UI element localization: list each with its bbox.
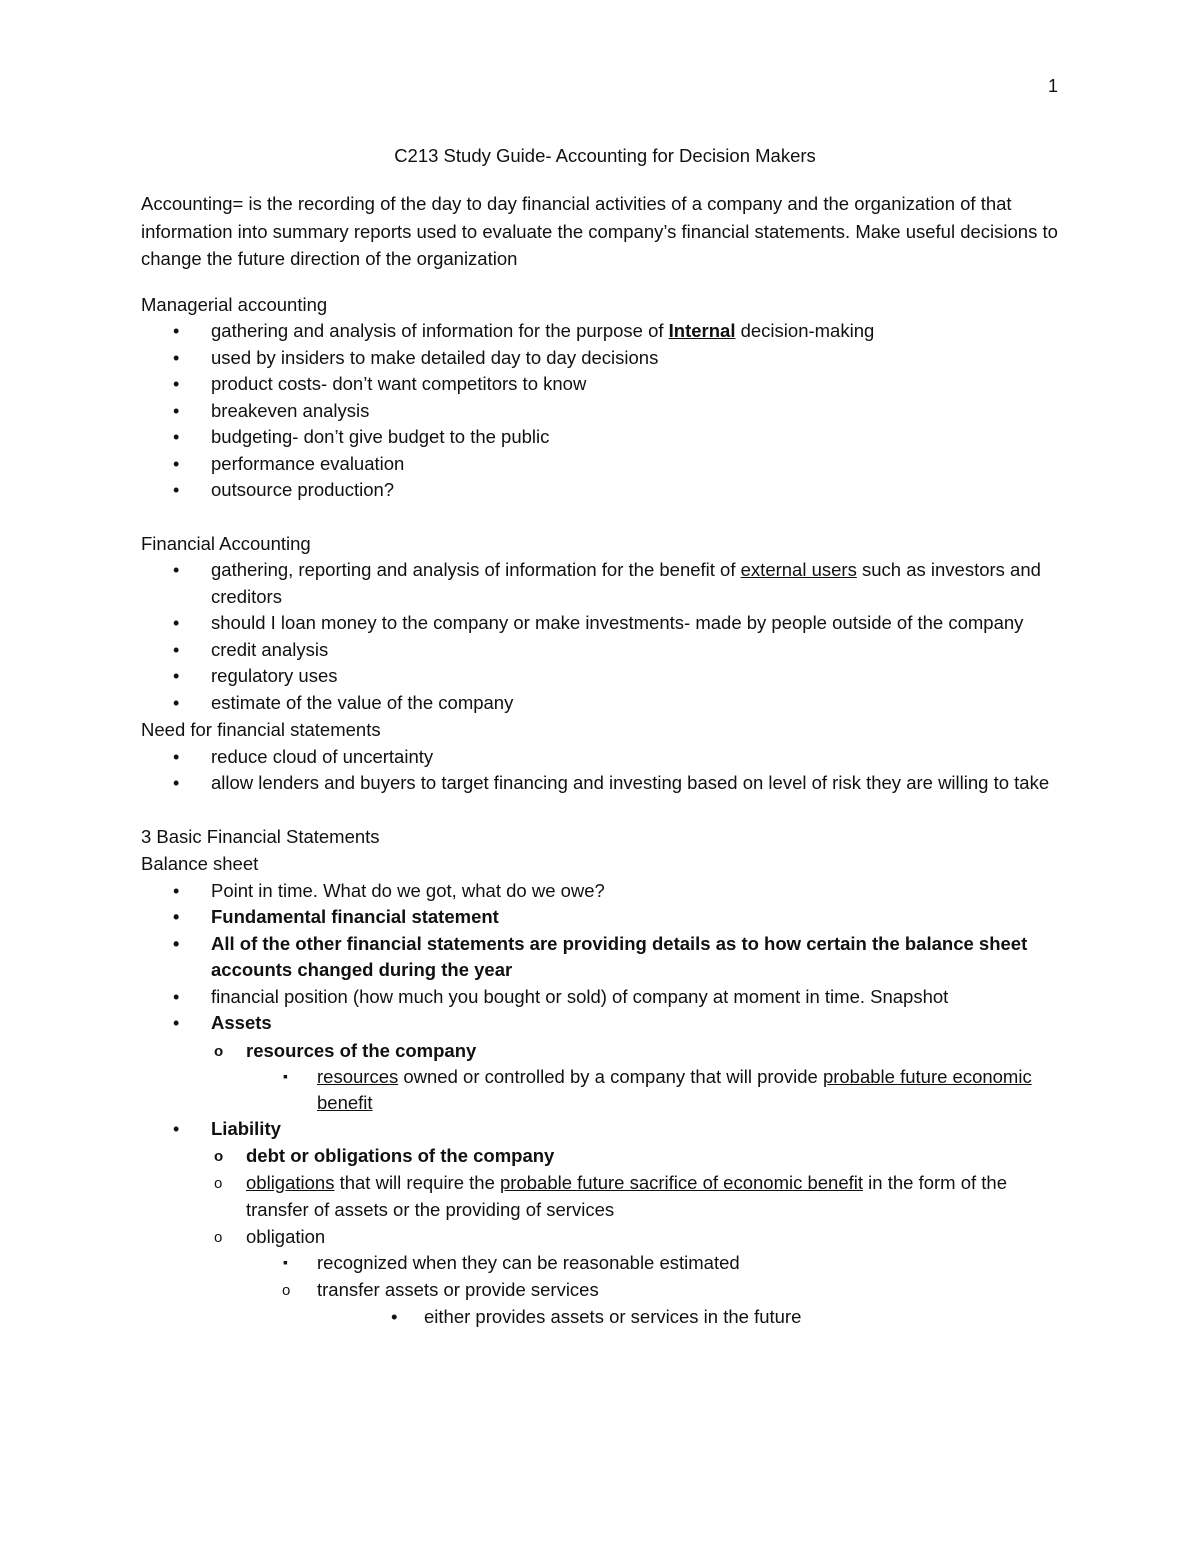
list-item: o transfer assets or provide services (317, 1276, 1061, 1303)
balance-sheet-heading: Balance sheet (141, 853, 259, 874)
transfer-sublist (141, 1276, 1061, 1303)
list-item: • All of the other financial statements are providing details as to how certain the balance sheet accounts changed during the year (211, 931, 1061, 984)
list-item: • financial position (how much you bought or sold) of company at moment in time. Snapshot (211, 984, 1061, 1011)
list-item: o obligations that will require the probable future sacrifice of economic benefit in the form of the transfer of assets or the providing of services (246, 1169, 1061, 1223)
list-item: o obligation ▪ recognized when they can be reasonable estimated (246, 1223, 1061, 1276)
list-item: • budgeting- don’t give budget to the public (211, 424, 1061, 451)
list-item: • Fundamental financial statement (211, 904, 1061, 931)
list-item: • allow lenders and buyers to target financing and investing based on level of risk they are willing to take (211, 770, 1061, 797)
liability-item (211, 1116, 1061, 1277)
list-item: • either provides assets or services in the future (424, 1303, 1061, 1330)
liability-label: Liability (211, 1117, 281, 1139)
list-item: o debt or obligations of the company (246, 1142, 1061, 1169)
need-heading: Need for financial statements (141, 719, 381, 740)
obligation-detail-list (246, 1250, 1061, 1276)
page-number: 1 (1047, 76, 1058, 96)
transfer-detail-list (141, 1303, 1061, 1330)
managerial-list (141, 318, 1061, 504)
list-item: • regulatory uses (211, 663, 1061, 690)
assets-item (211, 1010, 1061, 1116)
list-item: ▪ recognized when they can be reasonable estimated (317, 1250, 1061, 1276)
managerial-heading: Managerial accounting (141, 293, 328, 315)
list-item: • gathering, reporting and analysis of information for the benefit of external users such as investors and creditors (211, 557, 1061, 610)
list-item: • gathering and analysis of information for the purpose of Internal decision-making (211, 318, 1061, 345)
list-item: • credit analysis (211, 637, 1061, 664)
list-item: • performance evaluation (211, 451, 1061, 478)
list-item: • estimate of the value of the company (211, 690, 1061, 717)
assets-label: Assets (211, 1012, 272, 1033)
list-item: • outsource production? (211, 477, 1061, 504)
list-item: • product costs- don’t want competitors to know (211, 371, 1061, 398)
basic-statements-heading: 3 Basic Financial Statements (141, 825, 380, 847)
financial-list (141, 557, 1061, 716)
balance-sheet-list (141, 878, 1061, 1277)
liability-sublist (211, 1142, 1061, 1276)
list-item: • should I loan money to the company or make investments- made by people outside of the company (211, 610, 1061, 637)
document-body (141, 143, 1061, 1330)
list-item: • reduce cloud of uncertainty (211, 744, 1061, 771)
list-item: • used by insiders to make detailed day to day decisions (211, 345, 1061, 372)
external-users-underline: external users (740, 559, 857, 580)
internal-emphasis: Internal (668, 320, 736, 341)
list-item: • breakeven analysis (211, 398, 1061, 425)
financial-heading: Financial Accounting (141, 532, 311, 554)
need-list (141, 744, 1061, 797)
list-item: • Point in time. What do we got, what do we owe? (211, 878, 1061, 905)
assets-sublist (211, 1037, 1061, 1116)
assets-detail-list (246, 1064, 1061, 1116)
intro-paragraph: Accounting= is the recording of the day to day financial activities of a company and the organization of that information into summary reports used to evaluate the company’s financial statements. Make useful decisions to change the future direction of the organization (141, 193, 1058, 269)
list-item: ▪ resources owned or controlled by a company that will provide probable future economic benefit (317, 1064, 1061, 1116)
list-item: o resources of the company ▪ resources owned or controlled by a company that will provide probable future economic benefit (246, 1037, 1061, 1116)
document-title: C213 Study Guide- Accounting for Decision Makers (394, 145, 816, 166)
